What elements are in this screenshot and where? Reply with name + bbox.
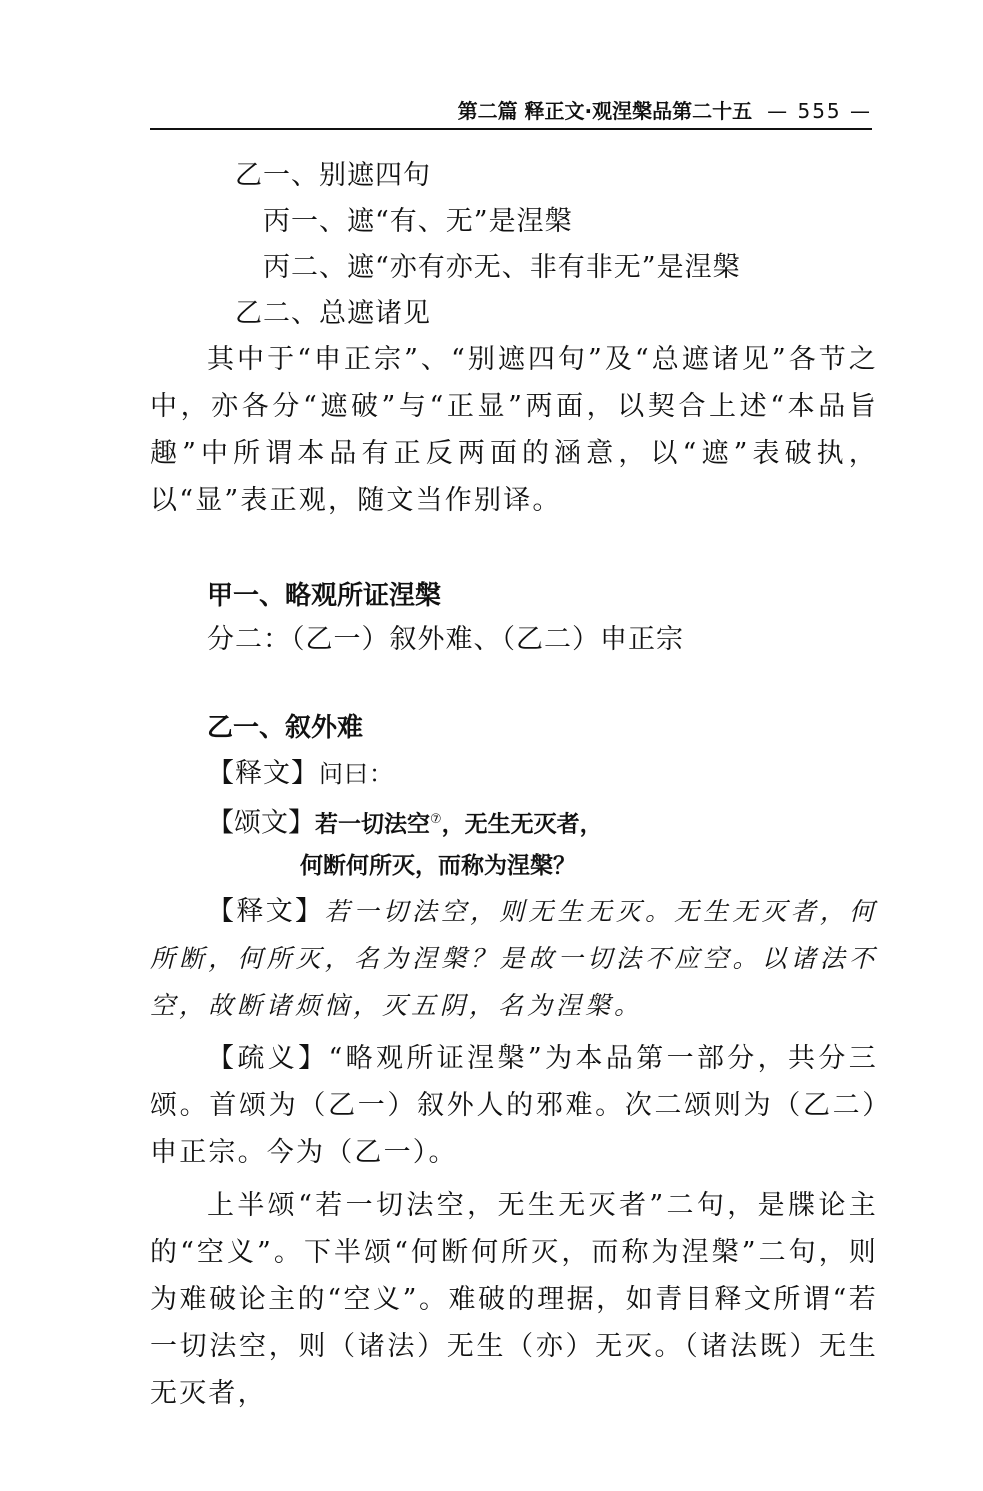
shiwen-intro: 问曰： xyxy=(319,760,394,788)
outline-item: 乙一、别遮四句 xyxy=(235,160,431,191)
footnote-marker: ⑦ xyxy=(430,812,442,827)
shiwen-text: 若一切法空，则无生无灭。无生无灭者，何所断，何所灭，名为涅槃？是故一切法不应空。以诸法不空，故断诸烦恼，灭五阴，名为涅槃。 xyxy=(150,897,878,1020)
page-number: — 555 — xyxy=(767,99,872,123)
shuyi-tag: 【疏义】 xyxy=(207,1043,329,1074)
shiwen-paragraph xyxy=(150,888,878,1029)
header-title: 第二篇 释正文·观涅槃品第二十五 xyxy=(457,99,753,123)
section-heading: 乙一、叙外难 xyxy=(207,713,364,743)
body-paragraph: 上半颂“若一切法空，无生无灭者”二句，是牒论主的“空义”。下半颂“何断何所灭，而称为涅槃”二句，则为难破论主的“空义”。难破的理据，如青目释文所谓“若一切法空，则（诸法）无生（亦）无灭。（诸法既）无生无灭者， xyxy=(150,1190,878,1409)
running-header xyxy=(150,94,872,130)
shiwen-tag: 【释文】 xyxy=(207,758,319,789)
shuyi-paragraph xyxy=(150,1035,878,1176)
verse-text: 若一切法空 xyxy=(315,811,430,838)
intro-paragraph: 其中于“申正宗”、“别遮四句”及“总遮诸见”各节之中，亦各分“遮破”与“正显”两面，以契合上述“本品旨趣”中所谓本品有正反两面的涵意，以“遮”表破执，以“显”表正观，随文当作别译。 xyxy=(150,344,878,516)
outline-item: 乙二、总遮诸见 xyxy=(235,298,431,329)
songwen-tag: 【颂文】 xyxy=(207,807,315,839)
verse-line: 何断何所灭，而称为涅槃？ xyxy=(300,853,576,879)
verse-text: ，无生无灭者， xyxy=(441,811,603,838)
shuyi-text: “略观所证涅槃”为本品第一部分，共分三颂。首颂为（乙一）叙外人的邪难。次二颂则为（乙二）申正宗。今为（乙一）。 xyxy=(150,1043,878,1168)
section-heading: 甲一、略观所证涅槃 xyxy=(207,581,442,611)
outline-item: 丙一、遮“有、无”是涅槃 xyxy=(263,206,573,237)
page-body xyxy=(150,158,878,1417)
shiwen-question xyxy=(150,756,878,792)
shiwen-tag: 【释文】 xyxy=(207,896,325,927)
section-division: 分二：（乙一）叙外难、（乙二）申正宗 xyxy=(207,624,684,655)
outline-item: 丙二、遮“亦有亦无、非有非无”是涅槃 xyxy=(263,252,741,283)
verse-line xyxy=(150,802,878,838)
